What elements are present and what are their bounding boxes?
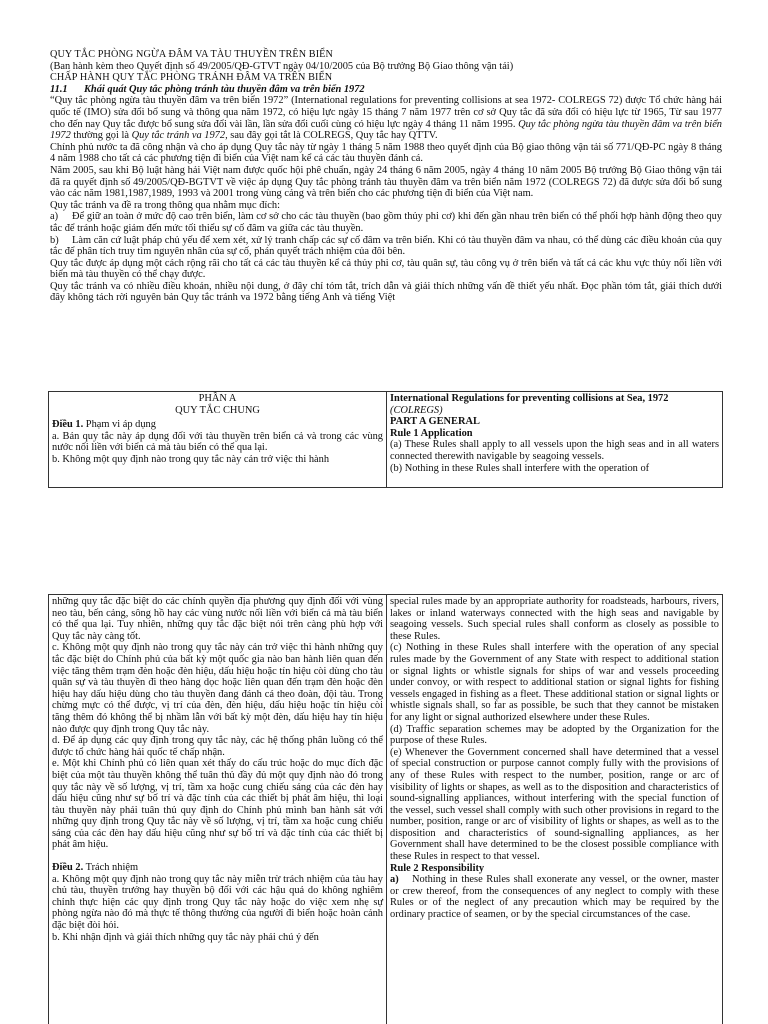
paragraph-5 — [50, 211, 722, 234]
spacer — [52, 851, 383, 862]
p1-text-a: “Quy tắc phòng ngừa tàu thuyền đâm va trên biển 1972” (International regulations for preventing collisions at sea 1972- COLREGS 72) được Tổ chức hàng hải quốc tế (IMO) sửa đổi bổ sung và thông qua năm 1972, có hiệu lực ngày 15 tháng 7 năm 1977 trên cơ sở Quy tắc đã sửa đổi có hiệu lực từ 1965, Từ sau 1977 cho đến nay Quy tắc được bổ sung sửa đổi vài lần, lần sửa đổi cuối cùng có hiệu lực ngày 4 tháng 11 năm 1995. — [50, 95, 722, 130]
p1-text-c: thường gọi là — [70, 130, 132, 142]
rule-1-a: (a) These Rules shall apply to all vessels upon the high seas and in all waters connected therewith navigable by seagoing vessels. — [390, 439, 719, 462]
article-2-heading — [52, 862, 383, 874]
paragraph-8: Quy tắc tránh va có nhiều điều khoản, nhiều nội dung, ở đây chỉ tóm tắt, trích dẫn và giải thích những vấn đề thiết yếu nhất. Đọc phần tóm tắt, giải thích dưới đây không tách rời nguyên bản Quy tắc tránh va 1972 bằng tiếng Anh và tiếng Việt — [50, 280, 722, 304]
part-a-general: PART A GENERAL — [390, 416, 480, 428]
document-subtitle: (Ban hành kèm theo Quyết định số 49/2005/QĐ-GTVT ngày 04/10/2005 của Bộ trưởng Bộ Giao thông vận tải) — [50, 60, 514, 72]
article-1-a: a. Bản quy tắc này áp dụng đối với tàu thuyền trên biển cả và trong các vùng nước nối liền với biển cả mà tàu biển có thể qua lại. — [52, 430, 383, 454]
subsection-title: Khái quát Quy tắc phòng tránh tàu thuyền đâm va trên biển 1972 — [84, 83, 365, 95]
english-column-continued — [387, 595, 723, 1024]
item-a-label: a) — [50, 211, 59, 223]
rule-1-b-continued: special rules made by an appropriate authority for roadsteads, harbours, rivers, lakes or inland waterways connected with the high seas and navigable by seagoing vessels. Such special rules shall conform as closely as possible to these Rules. — [390, 596, 719, 642]
vietnamese-column-continued — [49, 595, 387, 1024]
article-2-a: a. Không một quy định nào trong quy tắc này miễn trừ trách nhiệm của tàu hay chủ tàu, thuyền trưởng hay thuyền bộ đối với các hậu quả do không nghiêm chỉnh thực hiện các quy định trong Quy tắc này hoặc do việc xem nhẹ sự phòng ngừa nào đó mà thực tế thông thường của người đi biển hoặc hoàn cảnh đặc biệt đòi hỏi. — [52, 873, 383, 932]
rule-2-a-text: Nothing in these Rules shall exonerate any vessel, or the owner, master or crew thereof, from the consequences of any neglect to comply with these Rules or of the neglect of any precaution which may be required by the ordinary practice of seamen, or by the special circumstances of the case. — [390, 874, 719, 921]
article-2-b: b. Khi nhận định và giải thích những quy tắc này phải chú ý đến — [52, 931, 319, 943]
part-a-name: QUY TẮC CHUNG — [175, 404, 260, 416]
article-1-c: c. Không một quy định nào trong quy tắc này cản trở việc thi hành những quy tắc đặc biệt do Chính phủ của bất kỳ một quốc gia nào ban hành liên quan đến việc tăng thêm trạm đèn hoặc đèn hiệu, dấu hiệu hoặc tín hiệu còi dùng cho tàu quân sự và tàu thuyền đi theo hàng dọc hoặc liên quan đến trạm đèn hoặc đèn hiệu hay dấu hiệu dùng cho tàu thuyền đang đánh cá theo đoàn, đội tàu. Trong chừng mực có thể được, vị trí của đèn, đèn hiệu, dấu hiệu hoặc tín hiệu còi tăng thêm đó không thể bị nhầm lẫn với bất kỳ một đèn, dấu hiệu hay tín hiệu nào được quy định trong Quy tắc này. — [52, 642, 383, 735]
item-b-label: b) — [50, 234, 59, 246]
rule-1-b: (b) Nothing in these Rules shall interfere with the operation of — [390, 462, 650, 474]
document-title: QUY TẮC PHÒNG NGỪA ĐÂM VA TÀU THUYỀN TRÊN BIỂN — [50, 49, 333, 60]
article-1-b: b. Không một quy định nào trong quy tắc này cản trở việc thi hành — [52, 453, 330, 465]
p1-text-d: Quy tắc tránh va 1972, — [131, 130, 228, 142]
article-1-title: Phạm vi áp dụng — [83, 419, 156, 431]
paragraph-6 — [50, 235, 722, 258]
english-column — [387, 392, 723, 488]
article-1-b-continued: những quy tắc đặc biệt do các chính quyền địa phương quy định đối với vùng neo tàu, bến cảng, sông hồ hay các vùng nước nối liền với biển cả mà tàu biển có thể qua lại. Tuy nhiên, những quy tắc đặc biệt nói trên càng phù hợp với Quy tắc này càng tốt. — [52, 596, 383, 642]
rule-1-c: (c) Nothing in these Rules shall interfere with the operation of any special rules made by the Government of any State with respect to additional station or signal lights or whistle signals for ships of war and vessels proceeding under convoy, or with respect to additional station or signal lights for fishing vessels engaged in fishing as a fleet. These additional station or signal lights or whistle signals shall, so far as possible, be such that they cannot be mistaken for any light or signal authorized elsewhere under these Rules. — [390, 642, 719, 723]
section-heading: CHẤP HÀNH QUY TẮC PHÒNG TRÁNH ĐÂM VA TRÊN BIỂN — [50, 72, 333, 84]
rule-2-a — [390, 874, 719, 920]
intro-section — [50, 49, 722, 304]
paragraph-1 — [50, 95, 722, 141]
paragraph-7: Quy tắc được áp dụng một cách rộng rãi cho tất cả các tàu thuyền kể cả thủy phi cơ, tàu quân sự, tàu công vụ ở trên biển và tất cả các khu vực thủy nối liền với biển mà tàu thuyền có thể chạy được. — [50, 257, 722, 281]
subsection-number: 11.1 — [50, 83, 68, 95]
vietnamese-column — [49, 392, 387, 488]
colregs-title: International Regulations for preventing collisions at Sea, 1972 — [390, 393, 669, 404]
part-a-label: PHẦN A — [198, 393, 237, 404]
rule-1-e: (e) Whenever the Government concerned shall have determined that a vessel of special construction or purpose cannot comply fully with the provisions of any of these Rules with respect to the number, position, range or arc of visibility of lights or shapes, as well as to the disposition and characteristics of sound-signalling appliances, without interfering with the special function of the vessel, such vessel shall comply with such other provisions in regard to the number, position, range or arc of visibility of lights or shapes, as well as to the disposition and characteristics of sound-signalling appliances, as her Government shall have determined to be the closest possible compliance with these Rules in respect to that vessel. — [390, 746, 719, 863]
article-2-number: Điều 2. — [52, 862, 84, 874]
paragraph-3: Năm 2005, sau khi Bộ luật hàng hải Việt nam được quốc hội phê chuẩn, ngày 24 tháng 6 năm 2005, ngày 4 tháng 10 năm 2005 Bộ trưởng Bộ Giao thông vận tải đã ra quyết định số 49/2005/QĐ-BGTVT về việc áp dụng Quy tắc phòng tránh tàu thuyền đâm va trên biển năm 1972 (COLREGS 72) đã được sửa đổi bổ sung vào các năm 1981,1987,1989, 1993 và 2001 trong vùng cảng và trên biển cho các phương tiện đi biển của Việt nam. — [50, 164, 722, 200]
article-1-heading — [52, 419, 383, 431]
p1-text-b: Quy tắc phòng ngừa tàu thuyền đâm va trên biển 1972 — [50, 118, 723, 142]
rules-table-top — [48, 391, 723, 488]
rules-table-continued — [48, 594, 723, 1024]
item-b-text: Làm căn cứ luật pháp chủ yếu để xem xét, xử lý tranh chấp các sự cố đâm va trên biển. Khi có tàu thuyền đâm va nhau, có thể dùng các điều khoản của quy tắc để phân tích truy tìm nguyên nhân của sự cố, phán quyết trách nhiệm của đôi bên. — [50, 234, 722, 258]
rule-1-heading: Rule 1 Application — [390, 427, 473, 439]
rule-2-heading: Rule 2 Responsibility — [390, 862, 485, 874]
article-2-title: Trách nhiệm — [83, 862, 139, 874]
article-1-number: Điều 1. — [52, 419, 84, 431]
colregs-abbrev: (COLREGS) — [390, 404, 443, 416]
rule-2-a-label: a) — [390, 874, 399, 886]
article-1-d: d. Để áp dụng các quy định trong quy tắc này, các hệ thống phân luồng có thể được tổ chức hàng hải quốc tế chấp nhận. — [52, 735, 383, 758]
item-a-text: Để giữ an toàn ở mức độ cao trên biển, làm cơ sở cho các tàu thuyền (bao gồm thủy phi cơ) khi đến gần nhau trên biển có thể phối hợp hành động theo quy tắc để tránh hoặc giảm đến mức tối thiểu sự cố đâm va giữa các tàu thuyền. — [50, 211, 722, 234]
paragraph-4: Quy tắc tránh va đề ra trong thông qua nhằm mục đích: — [50, 199, 280, 211]
article-1-e: e. Một khi Chính phủ có liên quan xét thấy do cấu trúc hoặc do mục đích đặc biệt của một tàu thuyền không thể tuân thủ đầy đủ một quy định nào đó trong quy tắc này về số lượng, vị trí, tầm xa hoặc cung chiếu sáng của các đèn hay dấu hiệu cũng như sự bố trí và đặc tính của các thiết bị phát âm hiệu, thì loại tàu thuyền này phải tuân thủ quy định do Chính phủ mình ban hành sát với những quy định trong Quy tắc này về số lượng, vị trí, tầm xa hoặc cung chiếu sáng của các đèn hay dấu hiệu cũng như sự bố trí và đặc tính của các thiết bị phát âm hiệu. — [52, 758, 383, 851]
paragraph-2: Chính phủ nước ta đã công nhận và cho áp dụng Quy tắc này từ ngày 1 tháng 5 năm 1988 theo quyết định của Bộ giao thông vận tải số 771/QĐ-PC ngày 8 tháng 4 năm 1988 cho tất cả các phương tiện đi biển của Việt nam kể cả các tàu thuyền đánh cá. — [50, 141, 722, 165]
subsection-heading — [50, 84, 722, 96]
p1-text-e: sau đây gọi tắt là COLREGS, Quy tắc hay QTTV. — [227, 130, 438, 142]
rule-1-d: (d) Traffic separation schemes may be adopted by the Organization for the purpose of these Rules. — [390, 723, 719, 747]
